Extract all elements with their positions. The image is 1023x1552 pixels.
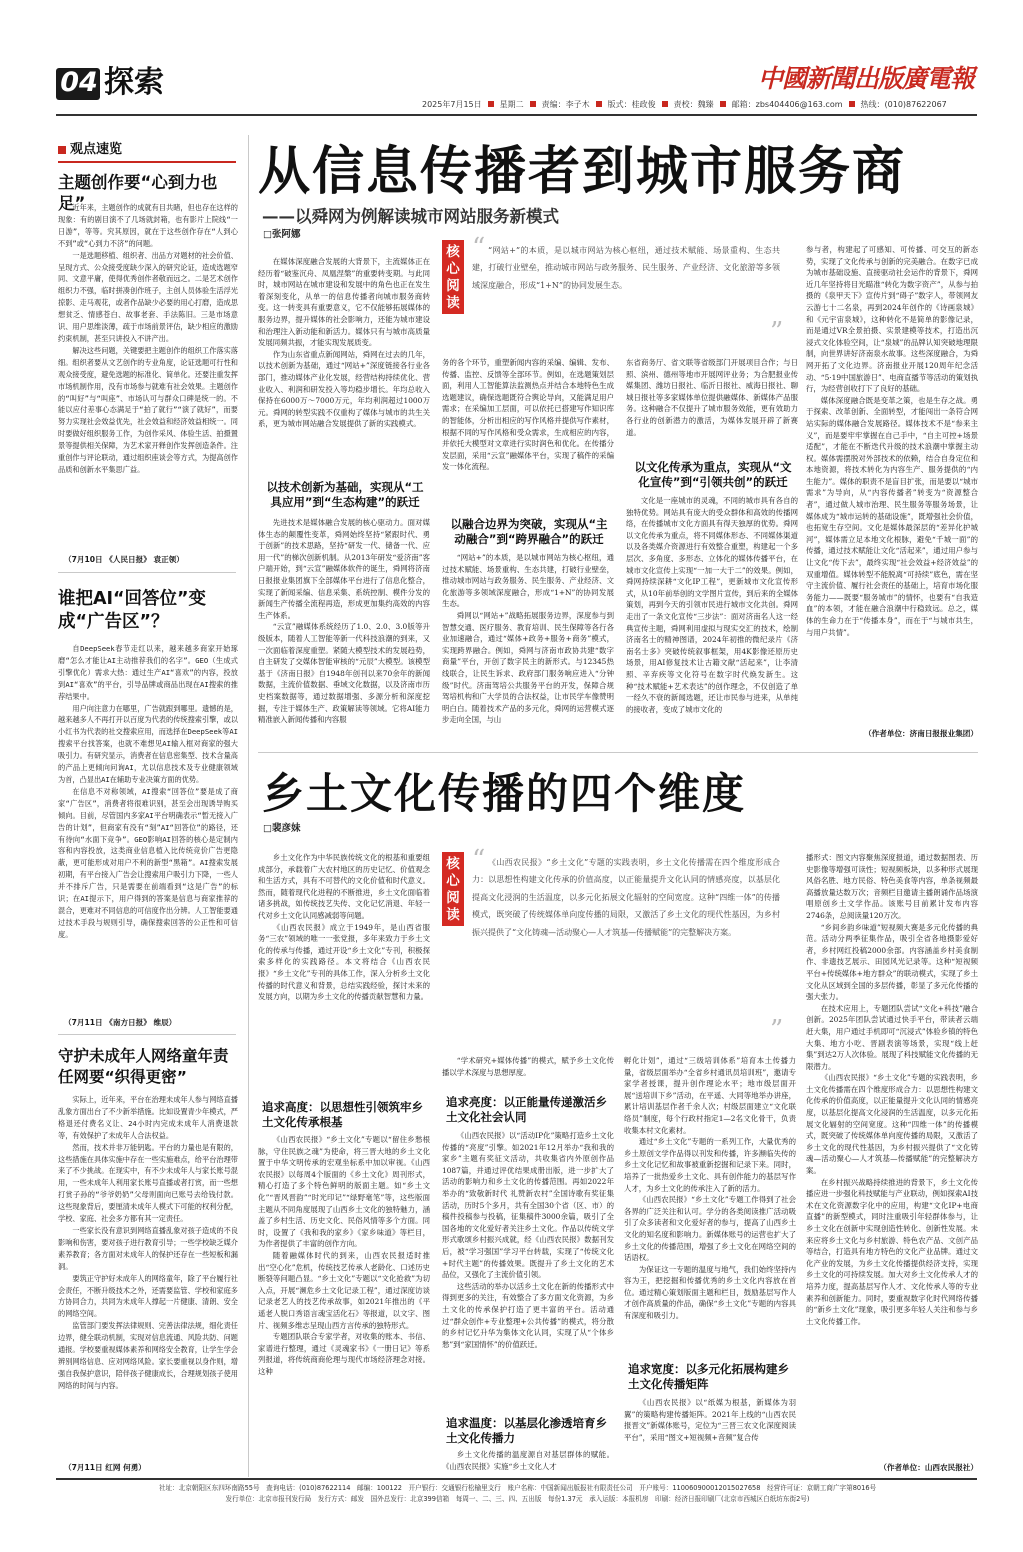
contact-hotline: 热线：(010)87622067 [860,99,947,109]
issue-date: 2025年7月15日 [422,99,482,109]
article-column: 先进技术是媒体融合发展的核心驱动力。面对媒体生态的颠覆性变革，舜网始终坚持“紧跟时代、勇于创新”的技术思路，坚持“研发一代、储备一代、应用一代”的梯次创新机制。从2013年研发“爱济南”客户端开始，到“云宣”融媒体软件的诞生，舜网将济南日报报业集团旗下全部媒体平台进行了信息化整合，实现了新闻采编、信息采集、系统控制、模件分发的新闻生产传播全流程再造，形成更加集约高效的内容生产体系。 “云宣”融媒体系统经历了1.0、2.0、3.0版等升级版本，随着人工智能等新一代科技浪潮的到来，又一次面临着深度重塑。紧随大模型技术的发展趋势，自主研发了交媒体智能审核的“元辰”大模型。该模型基于《济南日报》自1948年创刊以来70余年的新闻数据，主流价值数据、垂域文化数据，以及济南市历史档案数据等，通过数据增强、多源分析和深度挖掘，专注于媒体生产、政策解读等领域。它将AI能力精准嵌入新闻传播和内容服 [258,518,430,725]
sidebar-heading: 观点速览 [58,142,122,158]
article-column: “学术研究+媒体传播”的模式，赋予乡土文化传播以学术深度与思想厚度。 [442,1056,614,1077]
article-column: 《山西农民报》“乡土文化”专题以“留住乡愁根脉，守住民族之魂”为使命，将三晋大地的乡土文化置于中华文明传承的宏观坐标系中加以审视。《山西农民报》以每周4个版面的《乡土文化》周刊形式，精心打造了多个特色鲜明的版面主题。如“乡土文化”“晋风晋韵”“时光印记”“绿野毫笔”等，这些版面主题从不同角度展现了山西乡土文化的独特魅力，涵盖了乡村生活、历史文化、民俗风情等多个方面。同时，设置了《我和我的家乡》《家乡味道》等栏目，为作者提供了丰富的创作方向。 随着融媒体时代的到来，山西农民报适时推出“空心化”危机，传统技艺传承人老龄化、口述历史断裂等问题凸显。“乡土文化”专题以“文化抢救”为切入点，开展“濒危乡土文化记录工程”，通过深度访谈记录老艺人的技艺传承故事，如2021年推出的《平遥老人脱口秀语言魂宝活化石》等报道，以文字、图片、视频多维志呈现山西方言传承的独特形式。 专题团队联合专家学者，对收集的账本、书信、家谱进行整理，通过《灵魂家书》《一册日记》等系列报道，将传统商商伦理与现代市场经济理念对接。这种 [258,1135,430,1376]
article-author-unit: （作者单位：山西农民报社） [879,1463,978,1472]
sidebar-heading-rule [58,161,236,163]
article-byline: □裴彦妹 [263,823,301,834]
footer-info: 社址：北京朝阳区东四环南路55号 查询电话：(010)87622114 邮编：100122 开户银行：交通银行松榆里支行 账户名称：中国新闻出版报社有限责任公司 开户账号：110060900012015027658 经营许可证：京朝工商广字第8016号 [158,1484,877,1492]
sidebar-article-title: 谁把AI“回答位”变成“广告区”？ [58,589,207,632]
article-column: 《山西农民报》以“纸媒为根基，新媒体为羽翼”的策略构建传播矩阵。2021年上线的“山西农民报晋文”新媒体账号，定位为“三晋三农文化深度阅读平台”，采用“图文+短视频+音频”复合传 [624,1398,796,1442]
sidebar-article-body: 近年来，主题创作的成就有目共睹，但也存在这样的现象：有的剧目演不了几场就封箱，也有影片上院线“一日游”，等等。究其原因，就在于这些创作存在“人到心不到”或“心到力不济”的问题。 一是选题移植、组织者、出品方对题材的社会价值、呈现方式、公众接受度缺少深入的研究论证，造成选题窄同、文意平庸，使得优秀创作者敬而远之。二是艺术创作组织力不强，临时拼凑创作班子，主创人员体验生活浮光掠影、走马观花，或者作品缺少必要的用心打磨，造成思想贫乏、情感苍白、故事老套、手法陈旧。三是市场意识、用户思维淡薄，疏于市场前景评估，缺少相应的激励约束机制，甚至只讲投入不讲产出。 解决这些问题，关键要把主题创作的组织工作落实落细。组织者要从文艺创作的专业角度，论证选题可行性和观众接受度，避免选题的标准化、简单化。还要注重发挥市场机制作用，没有市场参与就难有社会效果。主题创作的“叫好”与“叫座”、市场认可与群众口碑是统一的。不能以应付差事心态满足于“拍了就行”“演了就好”，而要努力实现社会效益优先，社会效益和经济效益相统一。同时要做好组织服务工作，为创作采风、体验生活、拍摄置景等提供相关保障，为艺术家开释创作发挥创造条件。注重创作与评论联动，通过组织座谈会等方式，为提高创作品质和创新水平集思广益。 [58,203,238,474]
article-column: “网站+”的本质，是以城市网站为核心枢纽，通过技术赋能、场景重构、生态共建，打破行业壁垒，推动城市网站与政务服务、民生服务、产业经济、文化旅游等多领域深度融合，形成“1+N”的协同发展生态。 舜网以“网站+”战略拓展服务边界，深度参与到智慧交通、医疗服务、教育培训、民生保障等各行各业加速融合，通过“媒体+政务+服务+商务”模式，实现跨界融合。例如，舜网与济南市政协共建“数字商量”平台，开创了数字民主的新形式。与12345热线联合，让民生诉求、政府部门服务响应进入“分钟级”时代。济南驾培公共服务平台的开发，保障合规驾培机构和广大学员的合法权益，让市民学车像赞明明白白。随着技术产品的多元化，舜网的运营模式逐步走向全国，与山 [442,553,614,725]
sidebar-article-body: 自DeepSeek春节走红以来，越来越多商家开始琢磨“怎么才能让AI主动推荐我们的名字”。GEO（生成式引擎优化）需求大热：通过生产AI“喜欢”的内容，投放到AI“喜欢”的平台，引导品牌或商品出现在AI搜索的推荐结果中。 用户向注意力在哪里，广告就跟到哪里。遗憾的是，越来越多人不再打开以百度为代表的传统搜索引擎，或以小红书为代表的社交搜索应用，而选择在DeepSeek等AI搜索平台找答案，也就不难想见AI输入框对商家的强大吸引力。有研究显示，消费者在信息密集型、技术含量高的产品上更倾向问询AI，尤以信息技术及专业健康领域为首，凸显出AI在辅助专业决策方面的优势。 在信息不对称领域，AI搜索“回答位”要是成了商家“广告区”，消费者将很难识别，甚至会出现诱导购买倾向。目前，尽管国内多家AI平台明确表示“暂无接入广告的计划”，但商家有没有“刻”AI“回答位”的路径，还有待向“水面下竞争”。GEO影响AI回答的核心是定制内容和内容投放，这类商业信息植入比传统竞价广告更隐蔽，更可能形成对用户不利的新型“黑箱”。AI搜索发展初期，有平台接入广告会让搜索用户吸引力下降，一些人并不排斥广告，只是需要在前端看到“这是广告”的标识；在AI提示下，用户得到的答案是信息与商家推荐的混合，更难对不同信息的可信度作出分辨。人工智能要通过技术手段与规则引导，确保搜索回答的公正性和可信度。 [58,644,238,939]
article-column: 务的各个环节，重塑新闻内容的采编、编辑、发布、传播、监控、反馈等全部环节。例如，在选题策划层面，利用人工智能算法监测热点并结合本地特色生成选题建议，确保选题既符合舆论导向，又能满足用户需求；在采编加工层面，可以依托已搭建写作知识库的智能体，分析出相应的写作风格并提供写作素材，根据不同的写作风格和受众需求，生成相应的内容，并依托大模型对文章进行实时润色和优化。在传播分发层面，采用“云宣”融媒体平台，实现了稿件的采编发一体化流程。 [442,358,614,472]
paper-logo: 中國新聞出版廣電報 [758,64,975,93]
proofer-credit: 责校：魏臻 [673,99,714,109]
contact-email: 邮箱：zbs404406@163.com [731,99,843,109]
article-subheadline: ——以舜网为例解读城市网站服务新模式 [262,207,559,226]
issue-weekday: 星期二 [499,99,524,109]
article-column: 《山西农民报》以“活动IP化”策略打造乡土文化传播的“亮度”引擎。如2021年12月举办“我和我的家乡”主题有奖征文活动，共收集省内外原创作品1087篇，并通过评优结果成册出版，进一步扩大了活动的影响力和乡土文化的传播范围。再如2022年举办的“致敬新时代 礼赞新农村”全国诗歌有奖征集活动，历时5个多月，共有全国30个省（区、市）的稿件投稿参与投稿，征集稿件3000余篇，吸引了全国各地的文化爱好者关注乡土文化。作品以传统文学形式歌颂乡村振兴成就，经《山西农民报》数据刊发后，被“学习强国”学习平台转载，实现了“传统文化+时代主题”的传播效果。既提升了乡土文化的艺术品位，又强化了主流价值引领。 这些活动的举办以活乡土文化在新的传播形式中得到更多的关注，有效整合了多方面文化资源，为乡土文化的传承保护打造了更丰富的平台。活动通过“群众创作+专业整理+公共传播”的模式，将分散的乡村记忆升华为集体文化认同，实现了从“个体乡愁”到“家国情怀”的价值跃迁。 [442,1131,614,1349]
article-column: 乡土文化传播的温度源自对基层群体的赋能。《山西农民报》实施“乡土文化人才 [442,1450,614,1471]
article-headline: 乡土文化传播的四个维度 [262,769,747,818]
article-column: 孵化计划”，通过“三级培训体系”培育本土传播力量，省级层面举办“全省乡村通讯员培训班”，邀请专家学者授课，提升创作理论水平；地市级层面开展“送培训下乡”活动，在平遥、大同等地举办讲座，累计培训基层作者千余人次；村级层面建立“文化联络员”制度，每个行政村指定1—2名文化骨干，负责收集本村文化素材。 通过“乡土文化”专题的一系列工作，大量优秀的乡土原创文学作品得以刊发和传播，许多濒临失传的乡土文化记忆和故事被重新挖掘和记录下来。同时，培养了一批热爱乡土文化、具有创作能力的基层写作人才，为乡土文化的传承注入了新的活力。 《山西农民报》“乡土文化”专题工作得到了社会各界的广泛关注和认可。学分的各类阅读推广活动吸引了众多读者和文化爱好者的参与，提高了山西乡土文化的知名度和影响力。新媒体账号的运营也扩大了乡土文化的传播范围，增强了乡土文化在网络空间的话语权。 为保证这一专题的温度与地气，我们始终坚持内容为王，把挖掘和传播优秀的乡土文化内容放在首位。通过精心策划版面主题和栏目，鼓励基层写作人才创作高质量的作品，确保“乡土文化”专题的内容具有深度和吸引力。 [624,1056,796,1321]
article-headline: 从信息传播者到城市服务商 [258,141,907,202]
article-column: 文化是一座城市的灵魂，不同的城市具有各自的独特优势。网站具有庞大的受众群体和高效的传播网络，在传播城市文化方面具有得天独厚的优势。舜网以文化传承为重点，将不同媒体形态、不同媒体渠道以及各类媒介资源进行有效整合重塑，构建起一个多层次、多角度、多形态、立体化的媒体传播平台，在城市文化宣传上实现“一加一大于二”的效果。例如，舜网持续深耕“文化IP工程”，更新城市文化宣传形式，从10年前举创的文学图片宣传，到后来的全媒体策划，再到今天的引领市民进行城市文化共创。舜网走出了一条文化宣传“三步法”：面对济南名人这一经典宣传主题，舜网利用虚拟与现实交汇的技术，绘制济南名士的精神图谱，2024年初推的微纪录片《济南名士多》突破传统叙事框架，用4K影像还原历史场景，用AI修复技术让古籍文献“活起来”，让李清照、辛弃疾等文化符号在数字时代焕发新生。这种“技术赋能+艺术表达”的创作理念，不仅创造了单一经久不衰的新闻选题，还让市民参与进来，从单纯的接收者，变成了城市文化的 [626,496,798,714]
square-bullet-icon [596,101,602,107]
sidebar-article-source: （7月11日 红网 何勇） [64,1463,146,1472]
core-reading-text: “网站+”的本质，是以城市网站为核心枢纽，通过技术赋能、场景重构、生态共建，打破行业壁垒，推动城市网站与政务服务、民生服务、产业经济、文化旅游等多领域深度融合，形成“1+N”的协同发展生态。 [472,246,780,290]
masthead-rule [56,114,977,116]
open-quote-icon: “ [472,845,486,875]
sidebar-article-title: 主题创作要“心到力也足” [58,173,218,213]
editor-credit: 责编：李子木 [541,99,590,109]
core-reading-text: 《山西农民报》“乡土文化”专题的实践表明，乡土文化传播需在四个维度形成合力：以思想性构建文化传承的价值高度，以正能量提升文化认同的情感亮度，以基层化提高文化浸润的生活温度，以多元化拓展文化辐射的空间宽度。这种“四维一体”的传播模式，既突破了传统媒体单向度传播的局限，又激活了乡土文化的现代性基因，为乡村振兴提供了“文化铸魂—活动聚心—人才筑基—传播赋能”的完整解决方案。 [472,858,780,937]
sidebar-divider [58,1034,236,1035]
core-reading-label: 核心阅读 [442,240,464,314]
square-bullet-icon [530,101,536,107]
close-quote-icon: ” [770,1015,784,1045]
section-subheading: 追求温度：以基层化渗透培育乡土文化传播力 [446,1416,607,1445]
sidebar-article-source: （7月10日 《人民日报》 袁正领） [64,555,184,564]
article-column: 乡土文化作为中华民族传统文化的根基和重要组成部分，承载着广大农村地区的历史记忆、价值观念和生活方式，具有不可替代的文化价值和时代意义。然而，随着现代化进程的不断推进，乡土文化面临着诸多挑战，如传统技艺失传、文化记忆消退、年轻一代对乡土文化认同感减弱等问题。 《山西农民报》成立于1949年，是山西省服务“三农”领域的唯一一张党报，多年来致力于乡土文化的传承与传播，通过开设“乡土文化”专刊，积极探索多样化的实践路径。本文将结合《山西农民报》“乡土文化”专刊的具体工作，深入分析乡土文化传播的时代意义和背景，总结实践经验，探讨未来的发展方向，以期为乡土文化的传播贡献智慧和力量。 [258,853,430,1002]
core-reading-label: 核心阅读 [442,852,464,926]
footer-info: 发行单位：北京市报刊发行局 发行方式：邮发 国外总发行：北京399信箱 每周一、二、三、四、五出版 每份1.37元 承入运版：本报机房 印刷：经济日报印刷厂(北京市西城区白纸坊东街2号) [225,1495,810,1503]
article-byline: □张阿娜 [263,229,301,240]
sidebar-article-title: 守护未成年人网络童年责任网要“织得更密” [58,1047,229,1086]
article-separator [258,752,978,753]
section-name: 探索 [104,65,164,100]
sidebar-article-source: （7月11日 《南方日报》 维辰） [64,1018,177,1027]
square-bullet-icon [720,101,726,107]
square-bullet-icon [662,101,668,107]
section-subheading: 以文化传承为重点，实现从“文化宣传”到“引领共创”的跃迁 [634,460,792,489]
open-quote-icon: “ [472,233,486,263]
section-subheading: 以融合边界为突破，实现从“主动融合”到“跨界融合”的跃迁 [450,517,608,546]
article-column: 东省商务厅、省文联等省级部门开展项目合作；与日照、滨州、德州等地市开展网评业务；为合肥报业传媒集团、潍坊日报社、临沂日报社、威海日报社、聊城日报社等多家媒体单位提供融媒体、新媒体产品服务。这种融合不仅提升了城市服务效能，更有效助力各行业的创新潜力的激活，为媒体发展开辟了新赛道。 [626,358,798,437]
article-author-unit: （作者单位：济南日报报业集团） [864,729,978,738]
issue-info-bar [422,97,977,111]
designer-credit: 版式：桂政俊 [607,99,656,109]
article-column: 播形式：图文内容聚焦深度报道，通过数据图表、历史影像等增强可读性；短视频板块，以多种形式展现风俗名胜、地方民俗、特色美食等内容，单条视频最高播放量达数万次；音频栏目邀请主播朗诵作品场演唱原创乡土文学作品。该账号目前累计发布内容2746条，总阅读量120万次。 “乡间乡韵乡味道”短视频大赛是多元化传播的典范。活动分两季征集作品，吸引全省各地摄影爱好者，乡村网红投稿2000余部。内容涵盖乡村美食制作、非遗技艺展示、田园风光记录等。这种“短视频平台+传统媒体+地方群众”的联动模式，实现了乡土文化从区域到全国的多层传播，彰显了多元化传播的强大张力。 在技术应用上，专题团队尝试“文化+科技”融合创新。2025年团队尝试通过快手平台，带读者云端赶大集，用户通过手机即可“沉浸式”体验乡镇的特色大集、地方小吃、晋剧表演等场景，实现“线上赶集”到达2万人次体验。展现了科技赋能文化传播的无限潜力。 《山西农民报》“乡土文化”专题的实践表明，乡土文化传播需在四个维度形成合力：以思想性构建文化传承的价值高度，以正能量提升文化认同的情感亮度，以基层化提高文化浸润的生活温度，以多元化拓展文化辐射的空间宽度。这种“四维一体”的传播模式，既突破了传统媒体单向度传播的局限，又激活了乡土文化的现代性基因，为乡村振兴提供了“文化铸魂—活动聚心—人才筑基—传播赋能”的完整解决方案。 在乡村振兴战略持续推进的背景下，乡土文化传播应进一步强化科技赋能与产业联动，例如探索AI技术在文化资源数字化中的应用，构建“文化IP+电商直播”的新型模式，同时注重吸引年轻群体参与，让乡土文化在创新中实现创造性转化、创新性发展。未来应将乡土文化与乡村旅游、特色农产品、文创产品等结合，打造具有地方特色的文化产业品牌。通过文化产业的发展，为乡土文化传播提供经济支持，实现乡土文化的可持续发展。加大对乡土文化传承人才的培养力度，提高基层写作人才、文化传承人等的专业素养和创新能力。同时，要重视数字化时代网络传播的“新乡土文化”现象，吸引更多年轻人关注和参与乡土文化传播工作。 [806,853,978,1326]
section-subheading: 追求亮度：以正能量传递激活乡土文化社会认同 [446,1095,607,1124]
article-column: 在媒体深度融合发展的大背景下，主流媒体正在经历着“破鉴沉舟、凤凰涅槃”的重要转变期。与此同时，城市网站在城市建设和发展中的角色也正在发生着深刻变化，从单一的信息传播者向城市服务商转变。这一转变具有重要意义，它不仅能够拓展媒体的服务边界，提升媒体的社会影响力，还能为城市建设和治理注入新动能和新活力。媒体只有与城市高质量发展同频共振，才能实现发展质变。 作为山东省重点新闻网站，舜网在过去的几年，以技术创新为基础，通过“网站+”深度链接各行业各部门，推动媒体产业化发展，经营结构持续优化、营业收入、利润和研发投入等均稳步增长。年均总收入保持在6000万～7000万元，年均利润超过1000万元。舜网的转型实践不仅重构了媒体与城市的共生关系，更为城市网站融合发展提供了新的实践模式。 [258,257,430,429]
square-bullet-icon [58,146,66,154]
article-column: 参与者，构建起了可感知、可传播、可交互的新态势，实现了文化传承与创新的完美融合。在数字已成为城市基础设施、直接驱动社会运作的背景下，舜网近几年坚持将目光瞄准“转化为数字资产”，从参与拍摄的《泉甲天下》宣传片到“碍子”数字人，带领网友云游七十二名泉，再到2024年创作的《诗画泉城》和《元宇宙泉城》，这种转化不是简单的影像记录，而是通过VR全景拍摄、实景建模等技术，打造出沉浸式文化体验空间，让“泉城”的品牌认知突破地理限制，向世界讲好济南泉水故事。这些深度融合，为舜网开拓了文化边界。济南报业开展120周年纪念活动、“5·19中国旅游日”、电商直播节等活动的策划执行，为经营创收打下了良好的基础。 媒体深度融合既是变革之策，也是生存之战。勇于探索、改革创新、全面转型，才能闯出一条符合网站实际的媒体融合发展路径。媒体技术不是“参来主义”，而是要牢牢掌握在自己手中，“自主可控+场景适配”，才能在不断迭代升级的技术浪潮中掌握主动权。媒体需摆脱对外部技术的依赖，结合自身定位和本地资源，将技术转化为内容生产、服务提供的“内生能力”。媒体的职责不是盲目扩张，而是要以“城市需求”为导向，从“内容传播者”转变为“资源整合者”，通过做人城市治理、民生服务等服务场景，让媒体成为“城市运转的基础设施”，既增强社会价值，也拓宽生存空间。文化是媒体最深层的“差异化护城河”，媒体需立足本地文化根脉，避免“千城一面”的传播，通过技术赋能让文化“活起来”，通过用户参与让文化“传下去”，最终实现“社会效益+经济效益”的双重增值。媒体转型不能脱离“可持续”底色，需在坚守主流价值、履行社会责任的基础上，培育市场化服务能力——既要“服务城市”的情怀，也要有“自我造血”的本领，才能在融合浪潮中行稳致远。总之，媒体的生命力在于“传播本身”，而在于“与城市共生，与用户共情”。 [806,245,978,637]
close-quote-icon: ” [770,317,784,347]
square-bullet-icon [849,101,855,107]
section-subheading: 追求高度：以思想性引领筑牢乡土文化传承根基 [262,1100,423,1129]
section-subheading: 追求宽度：以多元化拓展构建乡土文化传播矩阵 [628,1362,789,1391]
sidebar-divider [58,572,236,573]
sidebar-article-body: 实际上，近年来，平台在治理未成年人参与网络直播乱象方面出台了不少新举措施。比如设置青少年模式，严格退还付费名义让、24小时内完成未成年人消费退款等，有效保护了未成年人合法权益。 然而，技术并非万能钥匙。平台的力量也是有限的，这些措施在具体实施中存在一些实施难点，给平台治理带来了不少挑战。在现实中，有不少未成年人与家长账号混用，一些未成年人利用家长账号直播或者打赏，而一些想打赏子孙的“爷爷奶奶”父母则面向已账号去给钱付款。这些现象背后，要厘清未成年人模式下可能的权利分配，学校、家庭、社会多方都有其一定责任。 一些家长没有意识到网络直播乱象对孩子造成的不良影响和伤害，要对孩子进行教育引导；一些学校缺乏媒介素养教育；各方面对未成年人的保护还存在一些短板和漏洞。 要筑正守护好未成年人的网络童年，除了平台履行社会责任，不断升级技术之外，还需要监管、学校和家庭多方协同合力，共同为未成年人撑起一片健康、清朗、安全的网络空间。 监管部门要发挥法律规则、完善法律法规，细化责任边界，健全联动机制，实现对信息流通、风险共防、问题通报。学校要重视媒体素养和网络安全教育，让学生学会辨别网络信息、应对网络风险。家长要重视以身作则，增强自我保护意识，陪伴孩子健康成长，合理规划孩子使用网络的时间与内容。 [58,1095,238,1390]
footer-rule [56,1478,977,1480]
section-subheading: 以技术创新为基础，实现从“工具应用”到“生态构建”的跃迁 [266,480,424,509]
square-bullet-icon [488,101,494,107]
sidebar-column-rule [248,135,249,1477]
page-number: 04 [60,67,98,98]
